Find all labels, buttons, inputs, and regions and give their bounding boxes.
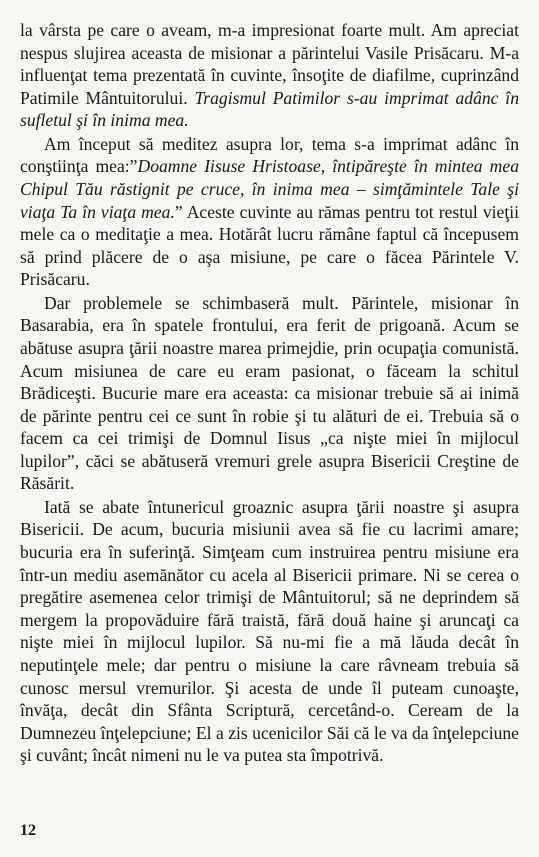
- paragraph: [20, 133, 519, 291]
- italic-text-run: Tragismul Patimilor s-au imprimat adânc în sufletul şi în inima mea.: [20, 87, 519, 131]
- paragraph: [20, 19, 519, 132]
- book-page: [20, 19, 519, 767]
- text-run: Dar problemele se schimbaseră mult. Părintele, misionar în Basarabia, era în spatele frontului, era ferit de prigoană. Acum se abătuse asupra ţării noastre marea primejdie, prin ocupaţia comunistă. Acum misiunea de care eu eram pasionat, o făceam la schitul Brădiceşti. Bucurie mare era aceasta: ca misionar trebuie să ai inimă de părinte pentru cei ce sunt în robie şi tu alături de ei. Trebuia să o facem ca cei trimişi de Domnul Iisus „ca nişte miei în mijlocul lupilor”, căci se abătuseră vremuri grele asupra Bisericii Creştine de Răsărit.: [20, 292, 519, 494]
- text-run: Iată se abate întunericul groaznic asupra ţării noastre şi asupra Bisericii. De acum, bucuria misiunii avea să fie cu lacrimi amare; bucuria era în suferinţă. Simţeam cum instruirea pentru misiune era într-un mediu asemănător cu acela al Bisericii primare. Ni se cerea o pregătire asemenea celor trimişi de Mântuitorul; să ne deprindem să mergem la propovăduire fără traistă, fără două haine şi aruncaţi ca nişte miei în mijlocul lupilor. Să nu-mi fie a mă lăuda decât în neputinţele mele; dar pentru o misiune la care râvneam trebuia să cunosc mersul vremurilor. Şi acesta de unde îl puteam cunoaşte, învăţa, decât din Sfânta Scriptură, cercetând-o. Ceream de la Dumnezeu înţelepciune; El a zis ucenicilor Săi că le va da înţelepciune şi cuvânt; încât nimeni nu le va putea sta împotrivă.: [20, 496, 519, 766]
- text-run: Am început să meditez asupra lor, tema s-a imprimat adânc în conştiinţa mea:”: [20, 133, 519, 177]
- text-run: ” Aceste cuvinte au rămas pentru tot restul vieţii mele ca o meditaţie a mea. Hotărât lucru rămâne faptul că începusem să prind plăcere de o aşa misiune, pe care o făcea Părintele V. Prisăcaru.: [20, 201, 520, 290]
- text-run: la vârsta pe care o aveam, m-a impresionat foarte mult. Am apreciat nespus slujirea aceasta de misionar a părintelui Vasile Prisăcaru. M-a influenţat tema prezentată în cuvinte, însoţite de diafilme, cuprinzând Patimile Mântuitorului.: [20, 20, 519, 108]
- paragraph: [20, 292, 519, 495]
- paragraph: [20, 496, 519, 767]
- page-number: 12: [20, 822, 36, 839]
- italic-text-run: Doamne Iisuse Hristoase, întipăreşte în mintea mea Chipul Tău răstignit pe cruce, în inima mea – simţămintele Tale şi viaţa Ta în viaţa mea.: [20, 156, 519, 222]
